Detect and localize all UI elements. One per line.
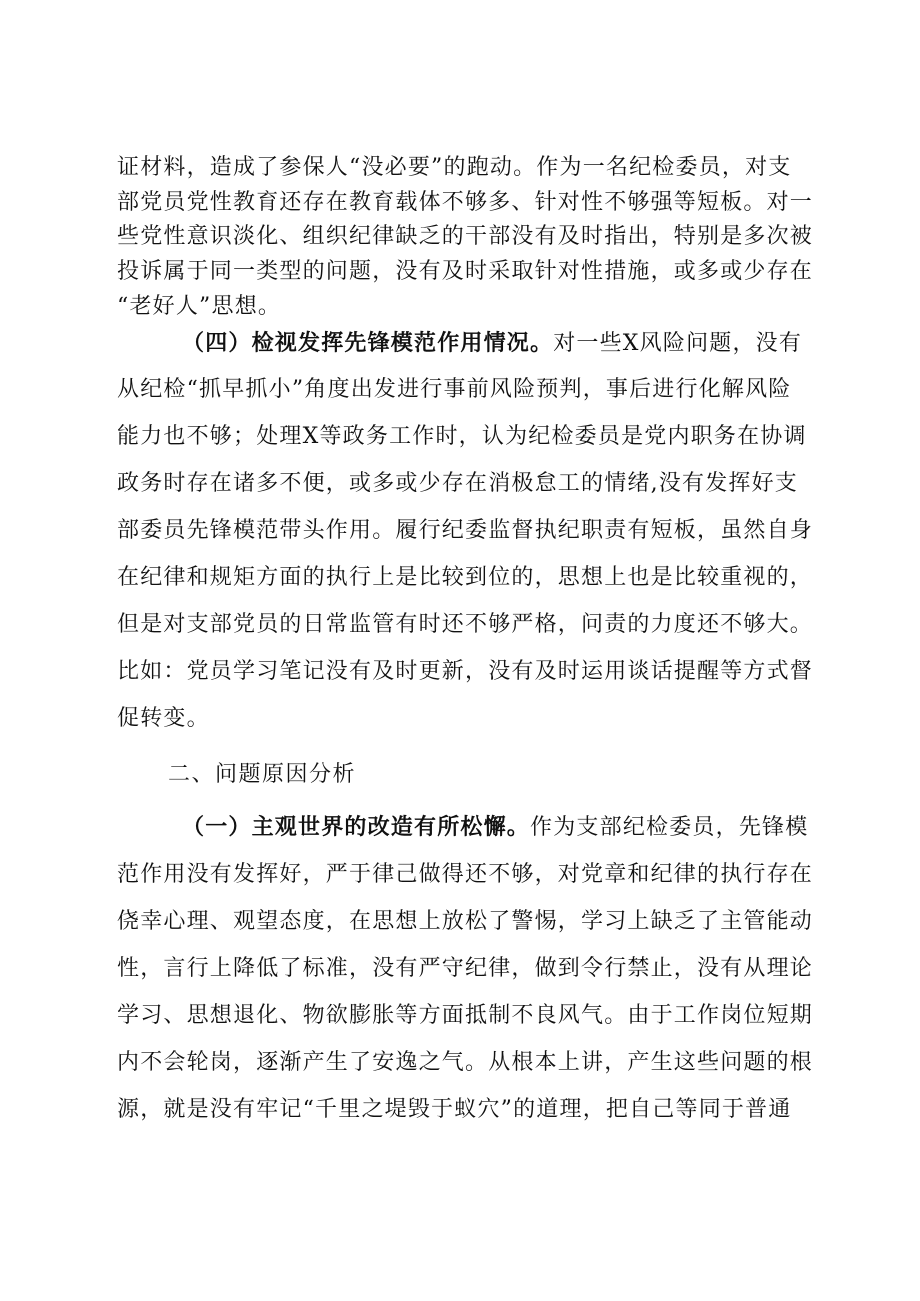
text-line: “老好人”思想。 (117, 294, 282, 319)
text-line: 证材料，造成了参保人“没必要”的跑动。作为一名纪检委员，对支 (117, 155, 792, 180)
paragraph-3-first-line: 作为支部纪检委员，先锋模 (530, 815, 809, 840)
paragraph-2-first-line: 对一些X风险问题，没有 (553, 331, 803, 356)
section-heading: 二、问题原因分析 (168, 762, 357, 787)
text-line: 政务时存在诸多不便，或多或少存在消极怠工的情绪,没有发挥好支 (117, 471, 798, 496)
text-line (182, 810, 808, 841)
text-line: 但是对支部党员的日常监管有时还不够严格，问责的力度还不够大。 (117, 612, 814, 637)
text-line: 促转变。 (117, 706, 210, 731)
text-line: 投诉属于同一类型的问题，没有及时采取针对性措施，或多或少存在 (117, 259, 814, 284)
text-line: 在纪律和规矩方面的执行上是比较到位的，思想上也是比较重视的， (117, 565, 814, 590)
text-line: 部党员党性教育还存在教育载体不够多、针对性不够强等短板。对一 (117, 190, 814, 215)
text-line (182, 326, 802, 357)
text-line: 源，就是没有牢记“千里之堤毁于蚁穴”的道理，把自己等同于普通 (117, 1097, 792, 1122)
text-line: 学习、思想退化、物欲膨胀等方面抵制不良风气。由于工作岗位短期 (117, 1003, 814, 1028)
text-line: 内不会轮岗，逐渐产生了安逸之气。从根本上讲，产生这些问题的根 (117, 1050, 814, 1075)
paragraph-2-title: （四）检视发挥先锋模范作用情况。 (182, 330, 554, 356)
text-line: 比如：党员学习笔记没有及时更新，没有及时运用谈话提醒等方式督 (117, 659, 814, 684)
text-line: 范作用没有发挥好，严于律己做得还不够，对党章和纪律的执行存在 (117, 862, 814, 887)
text-line: 侥幸心理、观望态度，在思想上放松了警惕，学习上缺乏了主管能动 (117, 909, 814, 934)
text-line: 从纪检“抓早抓小”角度出发进行事前风险预判，事后进行化解风险 (117, 377, 792, 402)
text-line: 些党性意识淡化、组织纪律缺乏的干部没有及时指出，特别是多次被 (117, 224, 814, 249)
text-line: 部委员先锋模范带头作用。履行纪委监督执纪职责有短板，虽然自身 (117, 518, 814, 543)
text-line: 能力也不够；处理X等政务工作时，认为纪检委员是党内职务在协调 (117, 424, 807, 449)
paragraph-3-title: （一）主观世界的改造有所松懈。 (182, 814, 531, 840)
text-line: 性，言行上降低了标准，没有严守纪律，做到令行禁止，没有从理论 (117, 956, 814, 981)
